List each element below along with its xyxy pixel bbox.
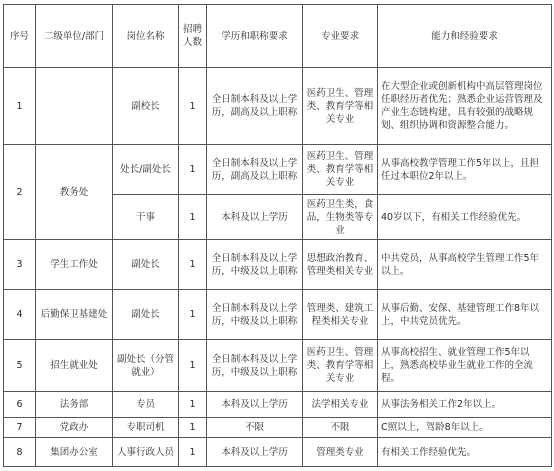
row-number: 6 — [4, 392, 36, 418]
row-count: 1 — [179, 240, 207, 290]
row-unit: 集团办公室 — [36, 438, 113, 467]
recruitment-table — [3, 4, 552, 467]
row-unit: 教务处 — [36, 145, 113, 240]
row-number: 3 — [4, 240, 36, 290]
row-number: 2 — [4, 145, 36, 240]
row-education: 全日制本科及以上学历，中级及以上职称 — [207, 340, 303, 392]
row-count: 1 — [179, 68, 207, 145]
header-major: 专业要求 — [303, 5, 378, 68]
table-row — [4, 392, 552, 418]
row-education: 全日制本科及以上学历，中级及以上职称 — [207, 290, 303, 340]
row-ability: 有相关工作经验优先。 — [378, 438, 552, 467]
table-row — [4, 290, 552, 340]
table-header-row — [4, 5, 552, 68]
row-ability: 中共党员，从事高校学生管理工作5年以上。 — [378, 240, 552, 290]
table-row — [4, 418, 552, 438]
row-ability: 从事高校教学管理工作5年以上，且担任过本职位2年以上。 — [378, 145, 552, 195]
header-education: 学历和职称要求 — [207, 5, 303, 68]
row-post: 专员 — [113, 392, 179, 418]
header-ability: 能力和经验要求 — [378, 5, 552, 68]
row-count: 1 — [179, 392, 207, 418]
table-row — [4, 340, 552, 392]
row-count: 1 — [179, 418, 207, 438]
row-unit: 学生工作处 — [36, 240, 113, 290]
table-row — [4, 438, 552, 467]
row-unit: 法务部 — [36, 392, 113, 418]
row-ability: 从事高校招生、就业管理工作5年以上，熟悉高校毕业生就业工作的全流程。 — [378, 340, 552, 392]
row-major: 管理类专业 — [303, 438, 378, 467]
row-post: 干事 — [113, 195, 179, 240]
row-post: 专职司机 — [113, 418, 179, 438]
row-major: 医药卫生类，食品，生物类等专业 — [303, 195, 378, 240]
table-row — [4, 68, 552, 145]
row-ability: 从事后勤、安保、基建管理工作8年以上，中共党员优先。 — [378, 290, 552, 340]
row-major: 法学相关专业 — [303, 392, 378, 418]
row-major: 医药卫生、管理类、教育学等相关专业 — [303, 145, 378, 195]
row-unit: 后勤保卫基建处 — [36, 290, 113, 340]
row-major: 思想政治教育、管理类相关专业 — [303, 240, 378, 290]
row-ability: 40岁以下，有相关工作经验优先。 — [378, 195, 552, 240]
row-post: 人事行政人员 — [113, 438, 179, 467]
row-number: 8 — [4, 438, 36, 467]
row-education: 本科及以上学历 — [207, 392, 303, 418]
row-major: 不限 — [303, 418, 378, 438]
row-unit: 党政办 — [36, 418, 113, 438]
row-education: 全日制本科及以上学历，副高及以上职称 — [207, 68, 303, 145]
row-major: 医药卫生、管理类、教育学等相关专业 — [303, 340, 378, 392]
row-post: 副处长 — [113, 290, 179, 340]
row-count: 1 — [179, 145, 207, 195]
row-post: 处长/副处长 — [113, 145, 179, 195]
row-count: 1 — [179, 290, 207, 340]
row-major: 医药卫生、管理类、教育学等相关专业 — [303, 68, 378, 145]
row-post: 副处长 — [113, 240, 179, 290]
row-post: 副校长 — [113, 68, 179, 145]
row-education: 不限 — [207, 418, 303, 438]
row-number: 1 — [4, 68, 36, 145]
table-row — [4, 145, 552, 195]
row-post: 副处长（分管就业） — [113, 340, 179, 392]
row-education: 本科及以上学历 — [207, 438, 303, 467]
header-number: 序号 — [4, 5, 36, 68]
row-major: 管理类、建筑工程类相关专业 — [303, 290, 378, 340]
header-post: 岗位名称 — [113, 5, 179, 68]
row-count: 1 — [179, 438, 207, 467]
header-count: 招聘人数 — [179, 5, 207, 68]
row-ability: C照以上，驾龄8年以上。 — [378, 418, 552, 438]
row-count: 1 — [179, 195, 207, 240]
row-count: 1 — [179, 340, 207, 392]
row-number: 4 — [4, 290, 36, 340]
table-row — [4, 240, 552, 290]
row-number: 7 — [4, 418, 36, 438]
row-education: 本科及以上学历 — [207, 195, 303, 240]
row-ability: 从事法务相关工作2年以上。 — [378, 392, 552, 418]
row-education: 全日制本科及以上学历，副高及以上职称 — [207, 145, 303, 195]
row-unit: 招生就业处 — [36, 340, 113, 392]
header-unit: 二级单位/部门 — [36, 5, 113, 68]
row-ability: 在大型企业或创新机构中高层管理岗位任职经历者优先；熟悉企业运营管理及产业生态链构建，具有较强的战略规划、组织协调和资源整合能力。 — [378, 68, 552, 145]
row-unit — [36, 68, 113, 145]
row-number: 5 — [4, 340, 36, 392]
row-education: 全日制本科及以上学历，中级及以上职称 — [207, 240, 303, 290]
